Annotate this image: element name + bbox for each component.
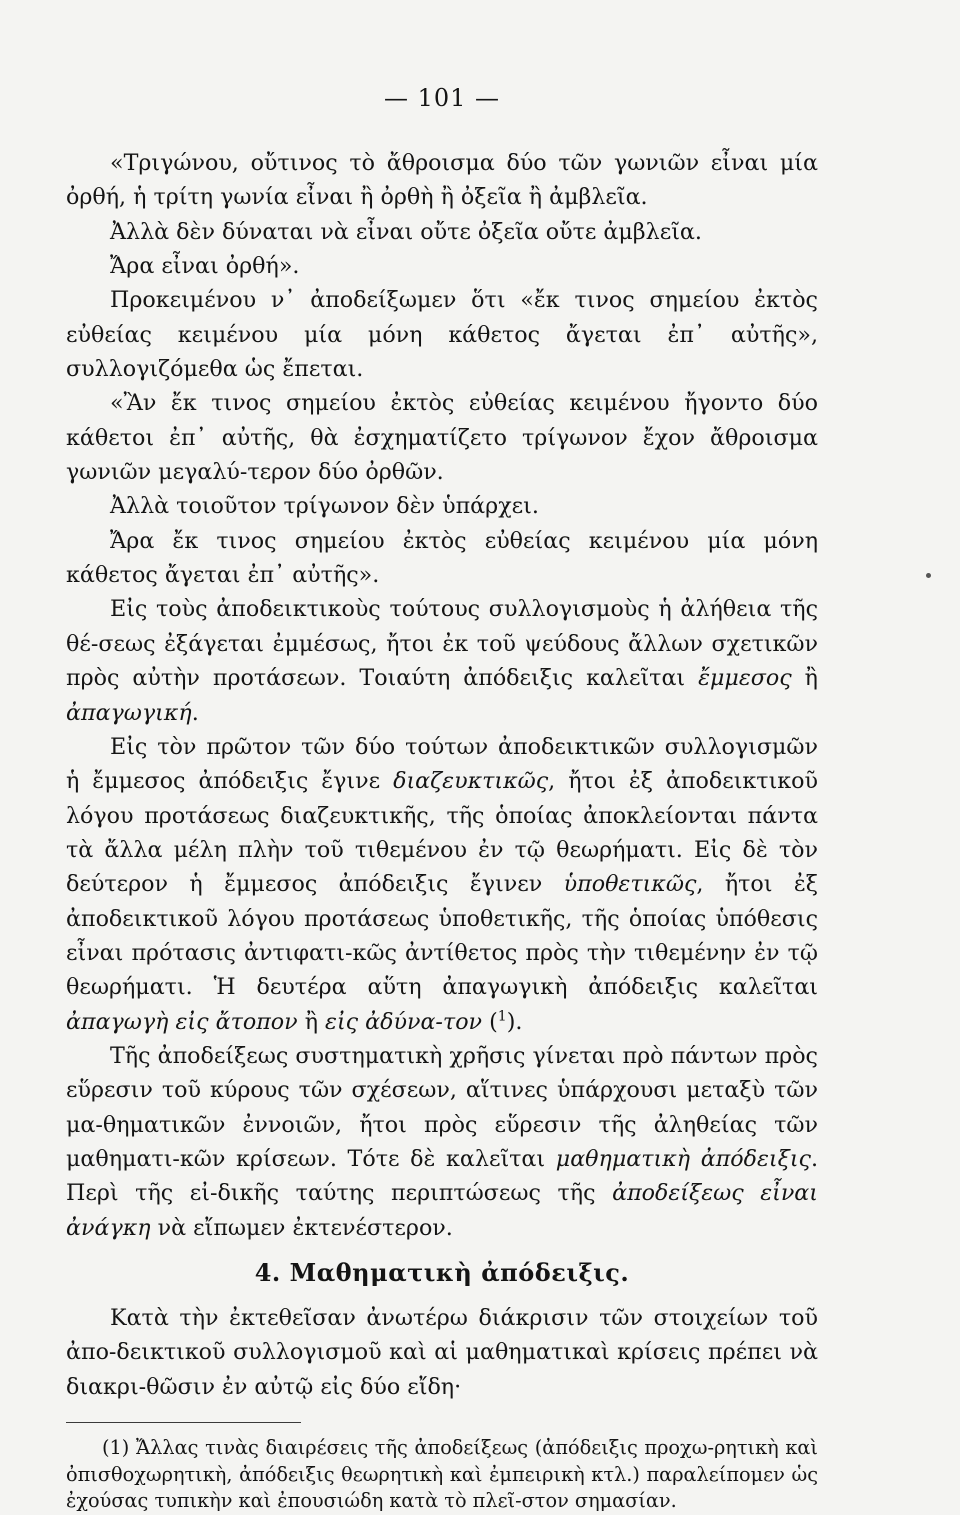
text-run: Ἄρα ἔκ τινος σημείου ἐκτὸς εὐθείας κειμένου μία μόνη κάθετος ἄγεται ἐπ᾽ αὐτῆς». [66,527,818,589]
text-run: Ἀλλὰ τοιοῦτον τρίγωνον δὲν ὑπάρχει. [110,493,539,520]
italic-term: ἀπαγωγὴ εἰς ἄτοπον [66,1008,298,1035]
text-run: . [191,699,199,726]
paragraph [66,730,818,1039]
margin-speck [926,573,931,578]
text-run: ἢ [297,1008,326,1035]
text-run: Ἀλλὰ δὲν δύναται νὰ εἶναι οὔτε ὀξεῖα οὔτε ἀμβλεῖα. [110,218,702,245]
page-number: — 101 — [383,84,501,112]
italic-term: διαζευκτικῶς [393,768,549,795]
text-run: νὰ εἴπωμεν ἐκτενέστερον. [150,1214,453,1241]
text-run: , ἤτοι ἐξ ἀποδεικτικοῦ λόγου προτάσεως ὑποθετικῆς, τῆς ὁποίας ὑπόθεσις εἶναι πρότασις ἀντιφατι-κῶς ἀντίθετος πρὸς τὴν τιθεμένην ἐν τῷ θεωρήματι. Ἡ δευτέρα αὕτη ἀπαγωγικὴ ἀπόδειξις καλεῖται [66,871,818,1001]
italic-term: ὑποθετικῶς [563,871,697,898]
text-run: ἢ [791,665,818,692]
text-run: ). [506,1008,523,1035]
paragraph [66,386,818,489]
text-run: ( [482,1008,498,1035]
paragraph [66,592,818,729]
text-run: Ἄρα εἶναι ὀρθή». [110,253,300,280]
text-run: Προκειμένου ν᾽ ἀποδείξωμεν ὅτι «ἔκ τινος σημείου ἐκτὸς εὐθείας κειμένου μία μόνη κάθετος ἄγεται ἐπ᾽ αὐτῆς», συλλογιζόμεθα ὡς ἔπεται. [66,287,818,383]
text-run: . Περὶ τῆς εἰ-δικῆς ταύτης περιπτώσεως τῆς [66,1145,819,1207]
italic-term: ἀποδείξεως εἶναι ἀνάγκη [66,1180,818,1241]
book-page [66,78,818,1515]
italic-term: ἀπαγωγική [66,699,192,726]
text-run: «Τριγώνου, οὔτινος τὸ ἄθροισμα δύο τῶν γωνιῶν εἶναι μία ὀρθή, ἡ τρίτη γωνία εἶναι ἢ ὀρθὴ ἢ ὀξεῖα ἢ ἀμβλεῖα. [66,150,818,211]
italic-term: εἰς ἀδύνα-τον [325,1008,483,1035]
text-run: , ἤτοι ἐξ ἀποδεικτικοῦ λόγου προτάσεως διαζευκτικῆς, τῆς ὁποίας ἀποκλείονται πάντα τὰ ἄλλα μέλη πλὴν τοῦ τιθεμένου ἐν τῷ θεωρήματι. Εἰς δὲ τὸν δεύτερον ἡ ἔμμεσος ἀπόδειξις ἔγινεν [66,768,818,898]
paragraph [66,146,818,215]
text-run: «Ἂν ἔκ τινος σημείου ἐκτὸς εὐθείας κειμένου ἤγοντο δύο κάθετοι ἐπ᾽ αὐτῆς, θὰ ἐσχηματίζετο τρίγωνον ἔχον ἄθροισμα γωνιῶν μεγαλύ-τερον δύο ὀρθῶν. [66,390,818,486]
italic-term: ἔμμεσος [698,665,792,692]
paragraph [66,524,818,593]
text-run: Τῆς ἀποδείξεως συστηματικὴ χρῆσις γίνεται πρὸ πάντων πρὸς εὕρεσιν τοῦ κύρους τῶν σχέσεων, αἵτινες ὑπάρχουσι μεταξὺ τῶν μα-θηματικῶν ἐννοιῶν, ἤτοι πρὸς εὕρεσιν τῆς ἀληθείας τῶν μαθηματι-κῶν κρίσεων. Τότε δὲ καλεῖται [66,1042,818,1172]
footnote-marker: 1 [497,1008,507,1025]
text-run: Εἰς τὸν πρῶτον τῶν δύο τούτων ἀποδεικτικῶν συλλογισμῶν ἡ ἔμμεσος ἀπόδειξις ἔγινε [66,733,818,795]
section-paragraph: Κατὰ τὴν ἐκτεθεῖσαν ἀνωτέρω διάκρισιν τῶν στοιχείων τοῦ ἀπο-δεικτικοῦ συλλογισμοῦ καὶ αἱ μαθηματικαὶ κρίσεις πρέπει νὰ διακρι-θῶσιν ἐν αὐτῷ εἰς δύο εἴδη· [66,1305,818,1400]
text-run: Εἰς τοὺς ἀποδεικτικοὺς τούτους συλλογισμοὺς ἡ ἀλήθεια τῆς θέ-σεως ἐξάγεται ἐμμέσως, ἤτοι ἐκ τοῦ ψεύδους ἄλλων σχετικῶν πρὸς αὐτὴν προτάσεων. Τοιαύτη ἀπόδειξις καλεῖται [66,596,818,692]
paragraph [66,215,818,249]
main-text [66,146,818,1404]
footnote: (1) Ἄλλας τινὰς διαιρέσεις τῆς ἀποδείξεως (ἀπόδειξις προχω-ρητικὴ καὶ ὀπισθοχωρητικὴ, ἀπόδειξις θεωρητικὴ καὶ ἐμπειρικὴ κτλ.) παραλείπομεν ὡς ἐχούσας τυπικὴν καὶ ἐπουσιώδη κατὰ τὸ πλεῖ-στον σημασίαν. [66,1436,818,1513]
paragraph [66,1039,818,1245]
paragraph-list [66,146,818,1245]
paragraph [66,249,818,283]
section-heading: 4. Μαθηματικὴ ἀπόδειξις. [254,1258,630,1287]
paragraph [66,283,818,386]
paragraph [66,489,818,523]
footnote-divider [66,1422,301,1423]
italic-term: μαθηματικὴ ἀπόδειξις [555,1145,811,1172]
